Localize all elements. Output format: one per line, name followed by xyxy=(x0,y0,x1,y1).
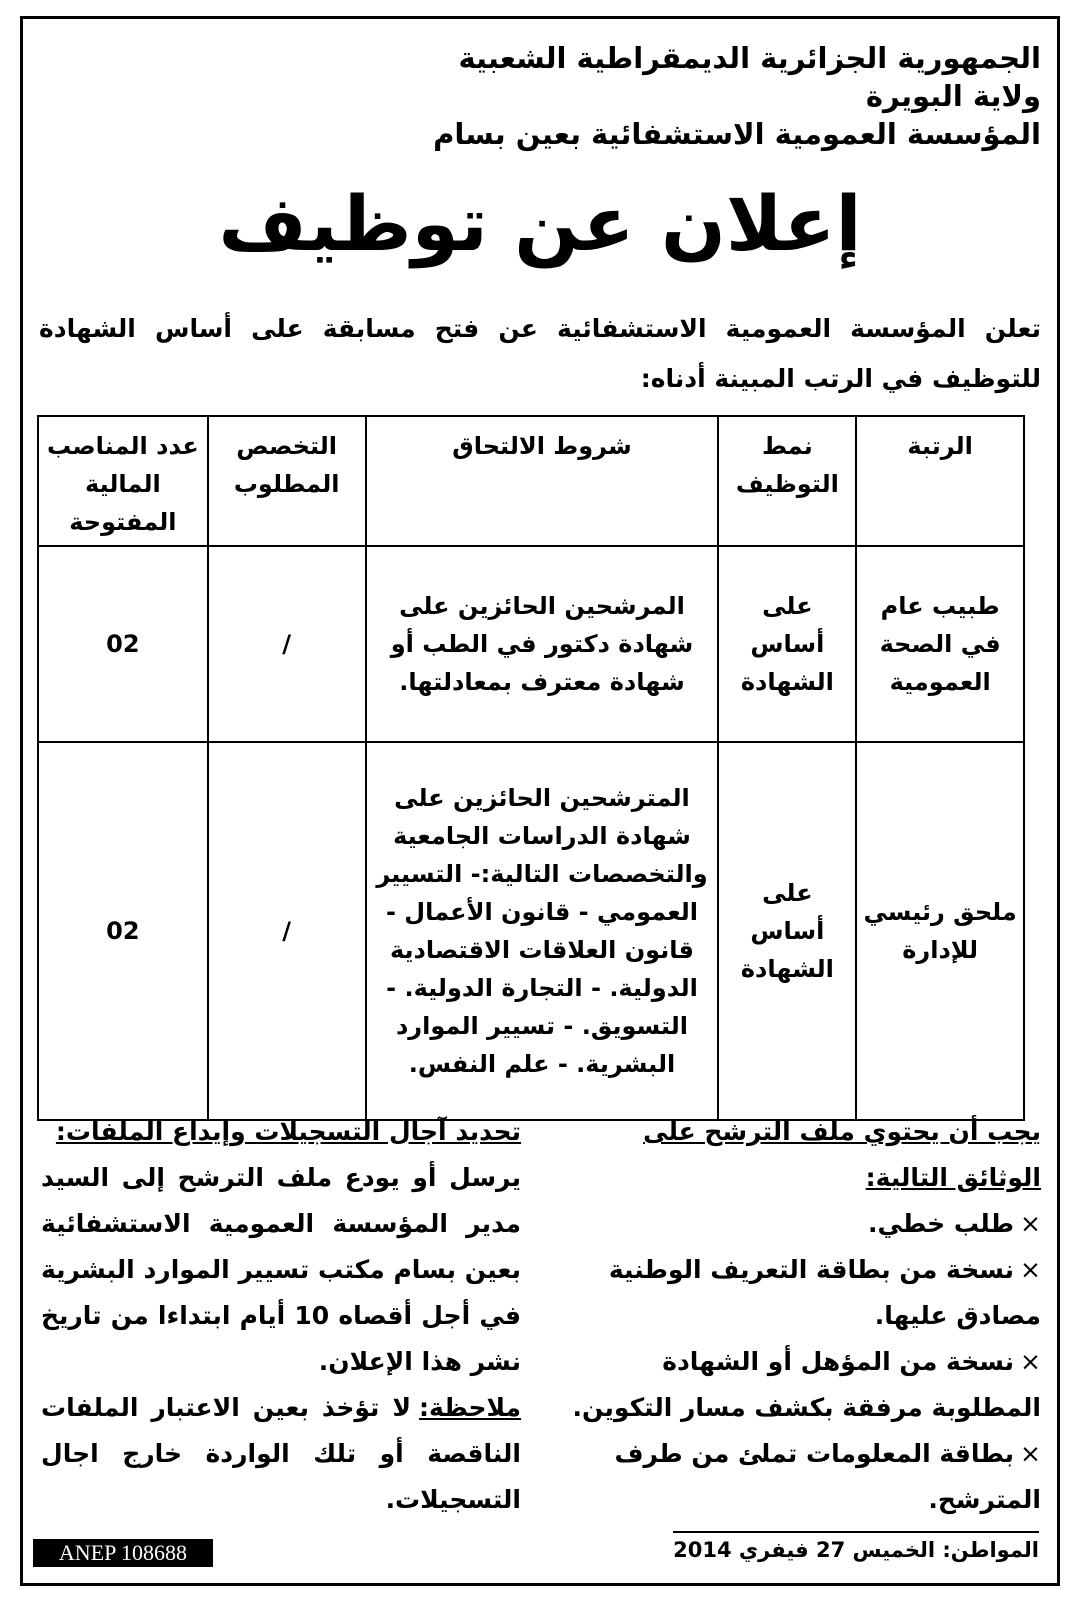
deadline-heading: تحديد آجال التسجيلات وإيداع الملفات: xyxy=(55,1117,521,1146)
cell-count: 02 xyxy=(38,742,208,1120)
table-row xyxy=(38,546,1024,742)
cell-rank: ملحق رئيسي للإدارة xyxy=(856,742,1024,1120)
note xyxy=(41,1385,521,1523)
list-item: ×نسخة من المؤهل أو الشهادة المطلوبة مرفقة بكشف مسار التكوين. xyxy=(561,1339,1041,1431)
cross-mark-icon: × xyxy=(1020,1209,1041,1238)
documents-heading: يجب أن يحتوي ملف الترشح على الوثائق التالية: xyxy=(643,1117,1041,1192)
note-text: لا تؤخذ بعين الاعتبار الملفات الناقصة أو تلك الواردة خارج اجال التسجيلات. xyxy=(41,1393,521,1514)
list-item: ×طلب خطي. xyxy=(561,1201,1041,1247)
cell-mode: على أساس الشهادة xyxy=(718,546,856,742)
header-conditions: شروط الالتحاق xyxy=(366,416,719,546)
wilaya-name: ولاية البويرة xyxy=(865,79,1041,113)
header-specialty: التخصص المطلوب xyxy=(208,416,366,546)
required-documents xyxy=(561,1109,1041,1523)
cross-mark-icon: × xyxy=(1020,1347,1041,1376)
cell-count: 02 xyxy=(38,546,208,742)
publication-date: المواطن: الخميس 27 فيفري 2014 xyxy=(673,1535,1039,1565)
positions-table xyxy=(37,415,1025,1121)
intro-paragraph: تعلن المؤسسة العمومية الاستشفائية عن فتح مسابقة على أساس الشهادة للتوظيف في الرتب المبينة أدناه: xyxy=(39,314,1041,393)
page-title: إعلان عن توظيف xyxy=(218,179,862,268)
anep-reference: ANEP 108688 xyxy=(33,1539,213,1567)
header-rank: الرتبة xyxy=(856,416,1024,546)
divider xyxy=(673,1531,1039,1533)
cell-specialty: / xyxy=(208,742,366,1120)
deadline-text: يرسل أو يودع ملف الترشح إلى السيد مدير المؤسسة العمومية الاستشفائية بعين بسام مكتب تسيير الموارد البشرية في أجل أقصاه 10 أيام ابتداءا من تاريخ نشر هذا الإعلان. xyxy=(41,1163,521,1376)
header-mode: نمط التوظيف xyxy=(718,416,856,546)
cell-conditions: المرشحين الحائزين على شهادة دكتور في الطب أو شهادة معترف بمعادلتها. xyxy=(366,546,719,742)
table-row xyxy=(38,742,1024,1120)
republic-name: الجمهورية الجزائرية الديمقراطية الشعبية xyxy=(458,41,1041,75)
cross-mark-icon: × xyxy=(1020,1255,1041,1284)
deadline-section xyxy=(41,1109,521,1523)
announcement-page xyxy=(20,16,1060,1586)
list-item: ×بطاقة المعلومات تملئ من طرف المترشح. xyxy=(561,1431,1041,1523)
note-label: ملاحظة: xyxy=(419,1393,521,1422)
cross-mark-icon: × xyxy=(1020,1439,1041,1468)
header-count: عدد المناصب المالية المفتوحة xyxy=(38,416,208,546)
list-item: ×نسخة من بطاقة التعريف الوطنية مصادق عليها. xyxy=(561,1247,1041,1339)
institution-name: المؤسسة العمومية الاستشفائية بعين بسام xyxy=(433,117,1041,151)
cell-rank: طبيب عام في الصحة العمومية xyxy=(856,546,1024,742)
cell-mode: على أساس الشهادة xyxy=(718,742,856,1120)
issuer-header xyxy=(433,39,1041,153)
cell-conditions: المترشحين الحائزين على شهادة الدراسات الجامعية والتخصصات التالية:- التسيير العمومي - قانون الأعمال - قانون العلاقات الاقتصادية الدولية. - التجارة الدولية. - التسويق. - تسيير الموارد البشرية. - علم النفس. xyxy=(366,742,719,1120)
cell-specialty: / xyxy=(208,546,366,742)
table-header-row xyxy=(38,416,1024,546)
